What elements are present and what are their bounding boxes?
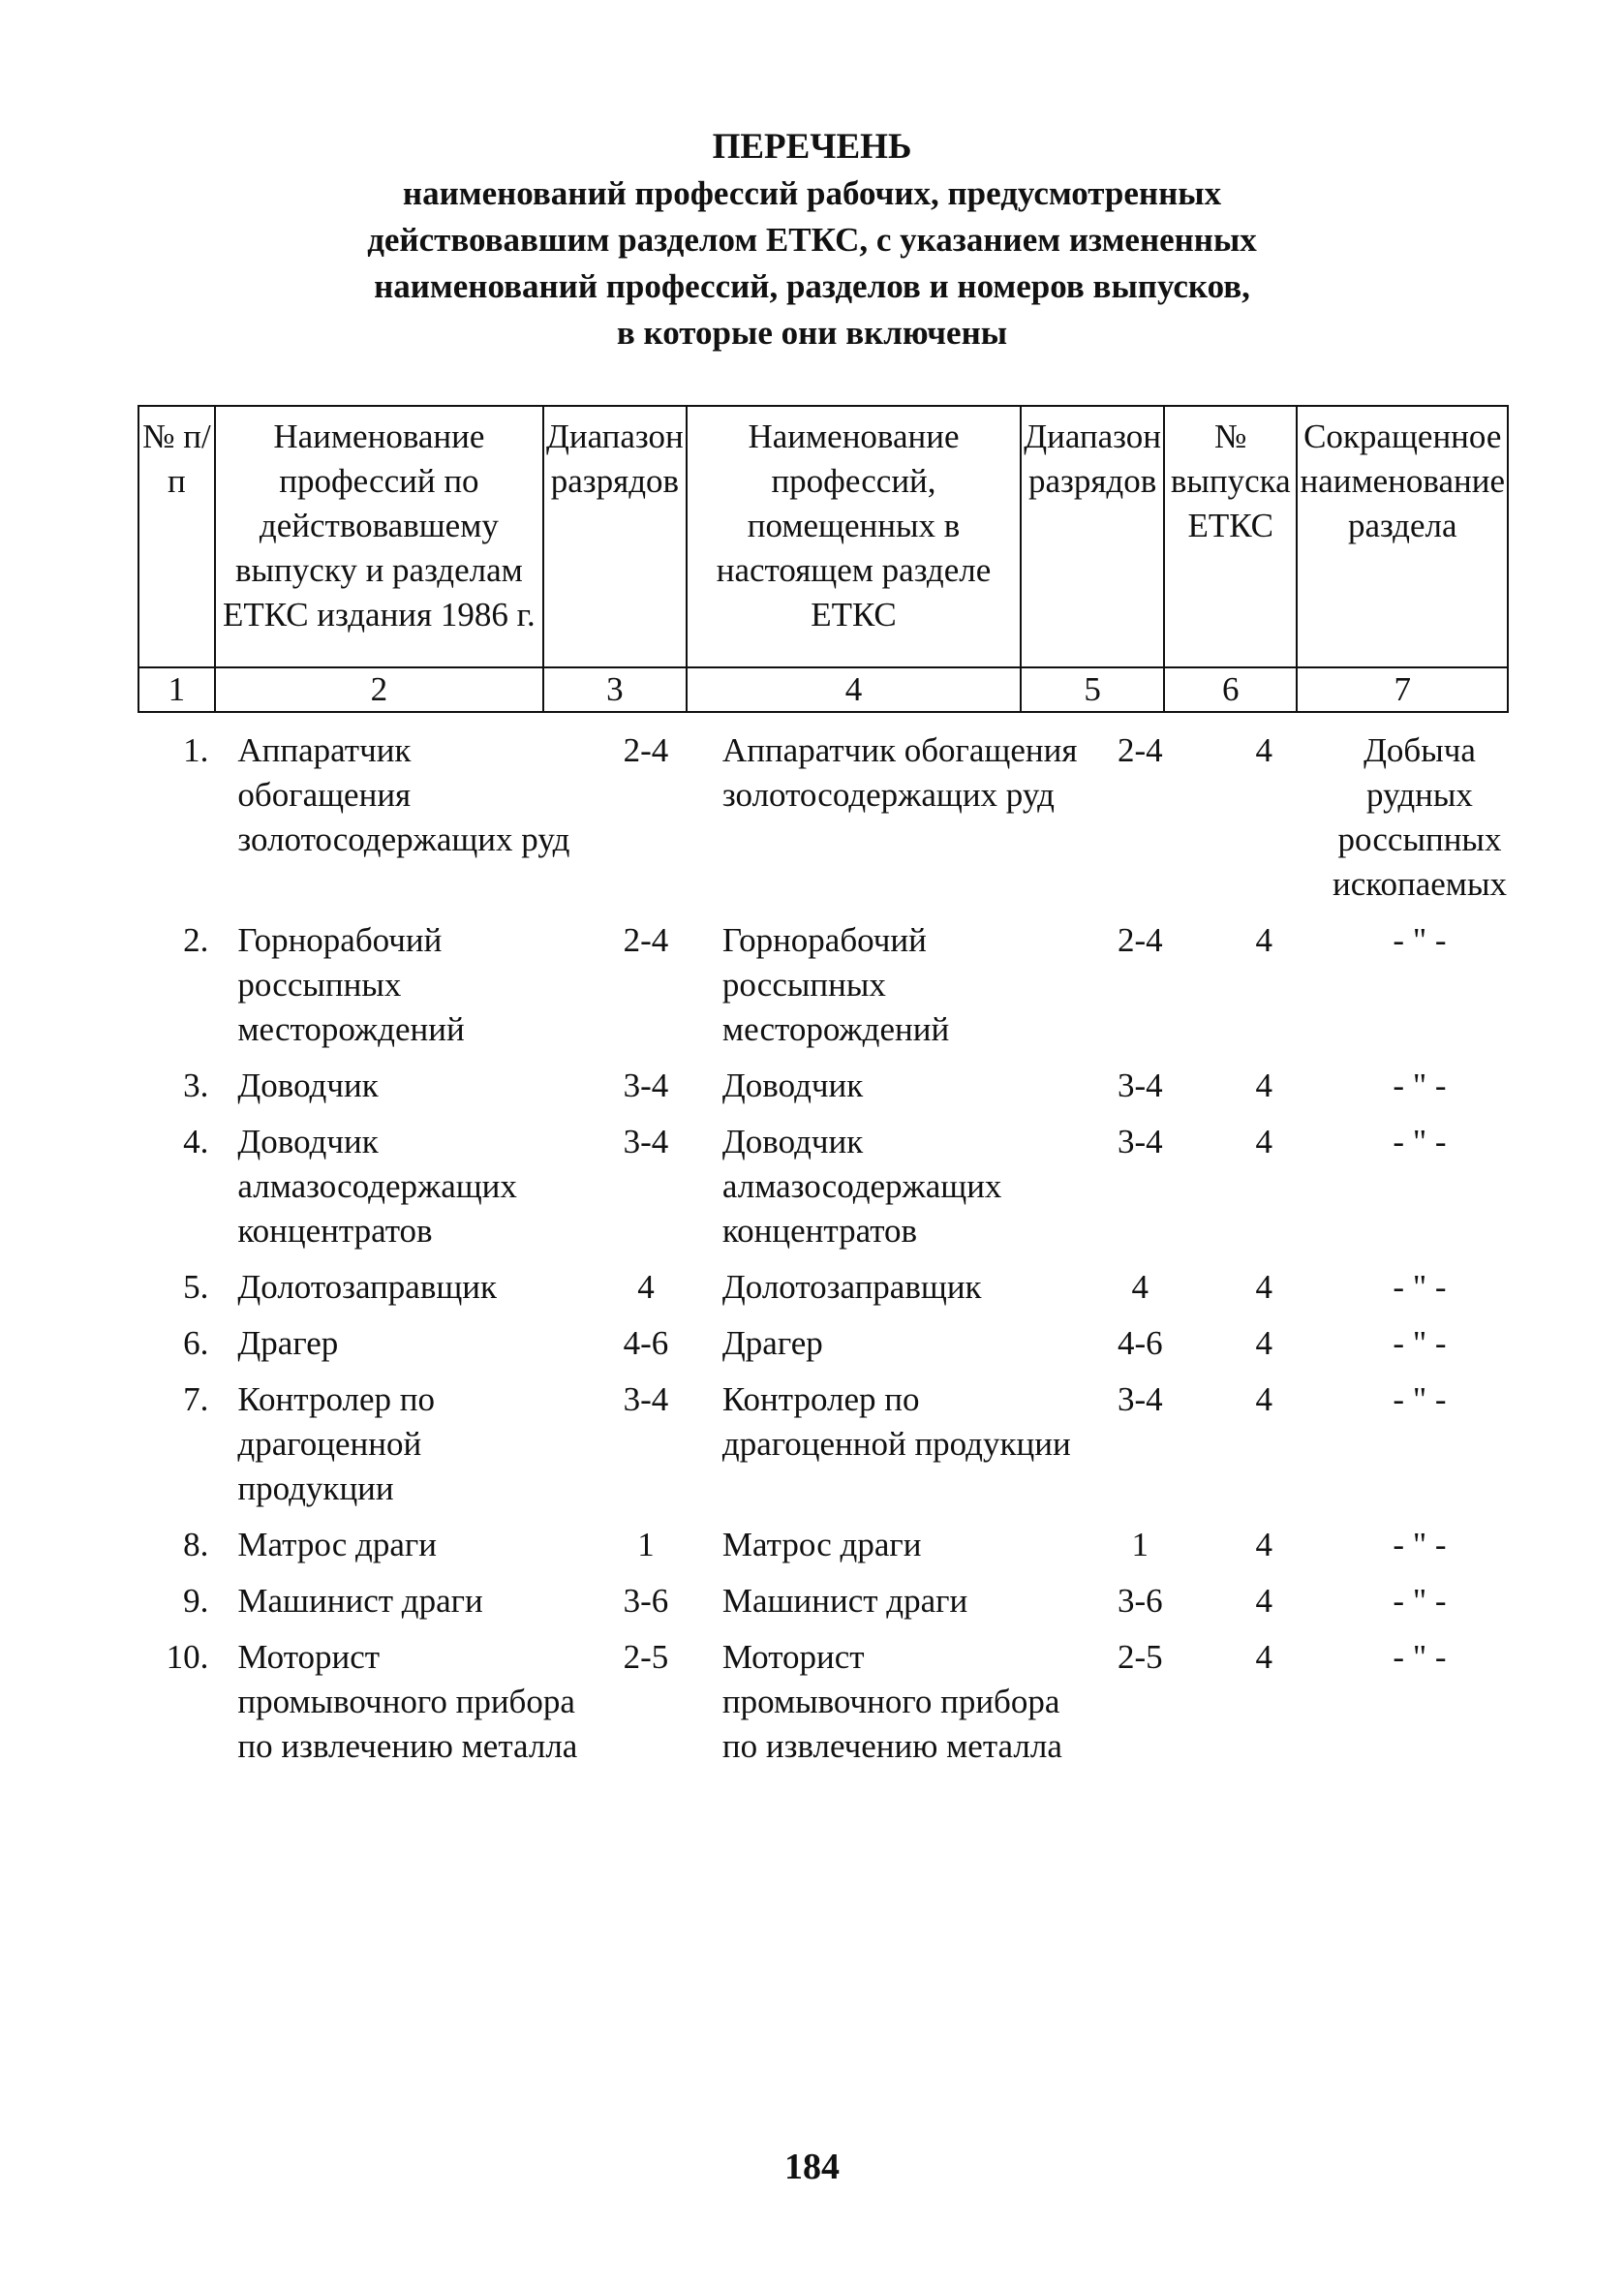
new-profession-name: Машинист драги — [721, 1582, 968, 1620]
section-name: - " - — [1393, 1380, 1447, 1418]
title-line: действовавшим разделом ЕТКС, с указанием измененных — [367, 221, 1257, 259]
new-profession-name: Аппаратчик обогащения золотосодержащих руд — [721, 731, 1078, 814]
section-name: - " - — [1393, 921, 1447, 959]
col-header-new-name: Наименование профессий, помещенных в настоящем разделе ЕТКС — [687, 406, 1021, 667]
new-grade-range: 2-4 — [1117, 921, 1163, 959]
title-line: наименований профессий, разделов и номеров выпусков, — [374, 267, 1250, 305]
row-number: 4. — [183, 1123, 209, 1160]
issue-number: 4 — [1255, 1638, 1272, 1676]
section-name: - " - — [1393, 1638, 1447, 1676]
row-number: 2. — [183, 921, 209, 959]
row-number: 7. — [183, 1380, 209, 1418]
row-number: 10. — [166, 1638, 209, 1676]
row-number: 6. — [183, 1324, 209, 1362]
col-num: 2 — [215, 667, 543, 712]
old-profession-name: Машинист драги — [237, 1582, 483, 1620]
new-profession-name: Доводчик — [721, 1067, 864, 1104]
old-grade-range: 4 — [637, 1268, 655, 1306]
issue-number: 4 — [1255, 1123, 1272, 1160]
old-grade-range: 3-4 — [623, 1067, 669, 1104]
old-profession-name: Горнорабочий россыпных месторождений — [237, 921, 465, 1048]
issue-number: 4 — [1255, 1582, 1272, 1620]
col-num: 5 — [1021, 667, 1164, 712]
old-grade-range: 3-6 — [623, 1582, 669, 1620]
section-name: - " - — [1393, 1067, 1447, 1104]
col-header-number: № п/п — [138, 406, 215, 667]
table-row — [138, 728, 1509, 918]
new-profession-name: Драгер — [721, 1324, 823, 1362]
title-line: наименований профессий рабочих, предусмотренных — [402, 174, 1222, 212]
section-name: - " - — [1393, 1324, 1447, 1362]
section-name: - " - — [1393, 1526, 1447, 1563]
new-profession-name: Контролер по драгоценной продукции — [721, 1380, 1071, 1463]
header-row — [138, 406, 1508, 667]
table-row — [138, 1265, 1509, 1321]
old-profession-name: Доводчик — [237, 1067, 379, 1104]
section-name: - " - — [1393, 1123, 1447, 1160]
new-profession-name: Моторист промывочного прибора по извлечению металла — [721, 1638, 1062, 1765]
old-profession-name: Аппаратчик обогащения золотосодержащих руд — [237, 731, 570, 858]
new-profession-name: Доводчик алмазосодержащих концентратов — [721, 1123, 1002, 1250]
old-grade-range: 4-6 — [623, 1324, 669, 1362]
issue-number: 4 — [1255, 1268, 1272, 1306]
table-body — [138, 728, 1509, 1780]
new-grade-range: 3-4 — [1117, 1123, 1163, 1160]
table-row — [138, 1120, 1509, 1265]
table-rows — [138, 728, 1509, 1780]
issue-number: 4 — [1255, 1380, 1272, 1418]
row-number: 5. — [183, 1268, 209, 1306]
old-grade-range: 3-4 — [623, 1380, 669, 1418]
col-num: 6 — [1164, 667, 1297, 712]
new-profession-name: Горнорабочий россыпных месторождений — [721, 921, 950, 1048]
section-name: - " - — [1393, 1268, 1447, 1306]
old-grade-range: 3-4 — [623, 1123, 669, 1160]
issue-number: 4 — [1255, 921, 1272, 959]
new-grade-range: 4-6 — [1117, 1324, 1163, 1362]
col-num: 7 — [1297, 667, 1508, 712]
table-row — [138, 918, 1509, 1064]
title-line: в которые они включены — [616, 314, 1008, 352]
new-grade-range: 4 — [1131, 1268, 1149, 1306]
old-profession-name: Долотозаправщик — [237, 1268, 498, 1306]
table-row — [138, 1377, 1509, 1523]
section-name: Добыча рудных россыпных ископаемых — [1333, 731, 1507, 903]
row-number: 9. — [183, 1582, 209, 1620]
issue-number: 4 — [1255, 1526, 1272, 1563]
old-profession-name: Драгер — [237, 1324, 339, 1362]
new-profession-name: Матрос драги — [721, 1526, 922, 1563]
new-grade-range: 3-4 — [1117, 1067, 1163, 1104]
old-profession-name: Контролер по драгоценной продукции — [237, 1380, 435, 1507]
section-name: - " - — [1393, 1582, 1447, 1620]
col-header-old-name: Наименование профессий по действовавшему выпуску и разделам ЕТКС издания 1986 г. — [215, 406, 543, 667]
old-profession-name: Моторист промывочного прибора по извлечению металла — [237, 1638, 578, 1765]
column-number-row — [138, 667, 1508, 712]
new-grade-range: 3-4 — [1117, 1380, 1163, 1418]
new-profession-name: Долотозаправщик — [721, 1268, 982, 1306]
table-row — [138, 1635, 1509, 1780]
issue-number: 4 — [1255, 731, 1272, 769]
new-grade-range: 3-6 — [1117, 1582, 1163, 1620]
old-profession-name: Матрос драги — [237, 1526, 437, 1563]
row-number: 3. — [183, 1067, 209, 1104]
col-header-issue: № выпуска ЕТКС — [1164, 406, 1297, 667]
col-num: 4 — [687, 667, 1021, 712]
table-row — [138, 1321, 1509, 1377]
title-heading: ПЕРЕЧЕНЬ — [712, 127, 912, 167]
col-num: 1 — [138, 667, 215, 712]
issue-number: 4 — [1255, 1324, 1272, 1362]
new-grade-range: 2-4 — [1117, 731, 1163, 769]
new-grade-range: 2-5 — [1117, 1638, 1163, 1676]
col-header-old-range: Диапазон разрядов — [543, 406, 687, 667]
col-num: 3 — [543, 667, 687, 712]
old-grade-range: 1 — [637, 1526, 655, 1563]
table-row — [138, 1523, 1509, 1579]
table-row — [138, 1064, 1509, 1120]
document-title — [0, 124, 1624, 356]
issue-number: 4 — [1255, 1067, 1272, 1104]
page-number: 184 — [784, 2147, 840, 2187]
old-grade-range: 2-4 — [623, 731, 669, 769]
old-grade-range: 2-5 — [623, 1638, 669, 1676]
old-grade-range: 2-4 — [623, 921, 669, 959]
table-row — [138, 1579, 1509, 1635]
row-number: 8. — [183, 1526, 209, 1563]
row-number: 1. — [183, 731, 209, 769]
col-header-new-range: Диапазон разрядов — [1021, 406, 1164, 667]
col-header-section: Сокращенное наименование раздела — [1297, 406, 1508, 667]
old-profession-name: Доводчик алмазосодержащих концентратов — [237, 1123, 517, 1250]
new-grade-range: 1 — [1131, 1526, 1149, 1563]
table-header — [138, 405, 1509, 713]
